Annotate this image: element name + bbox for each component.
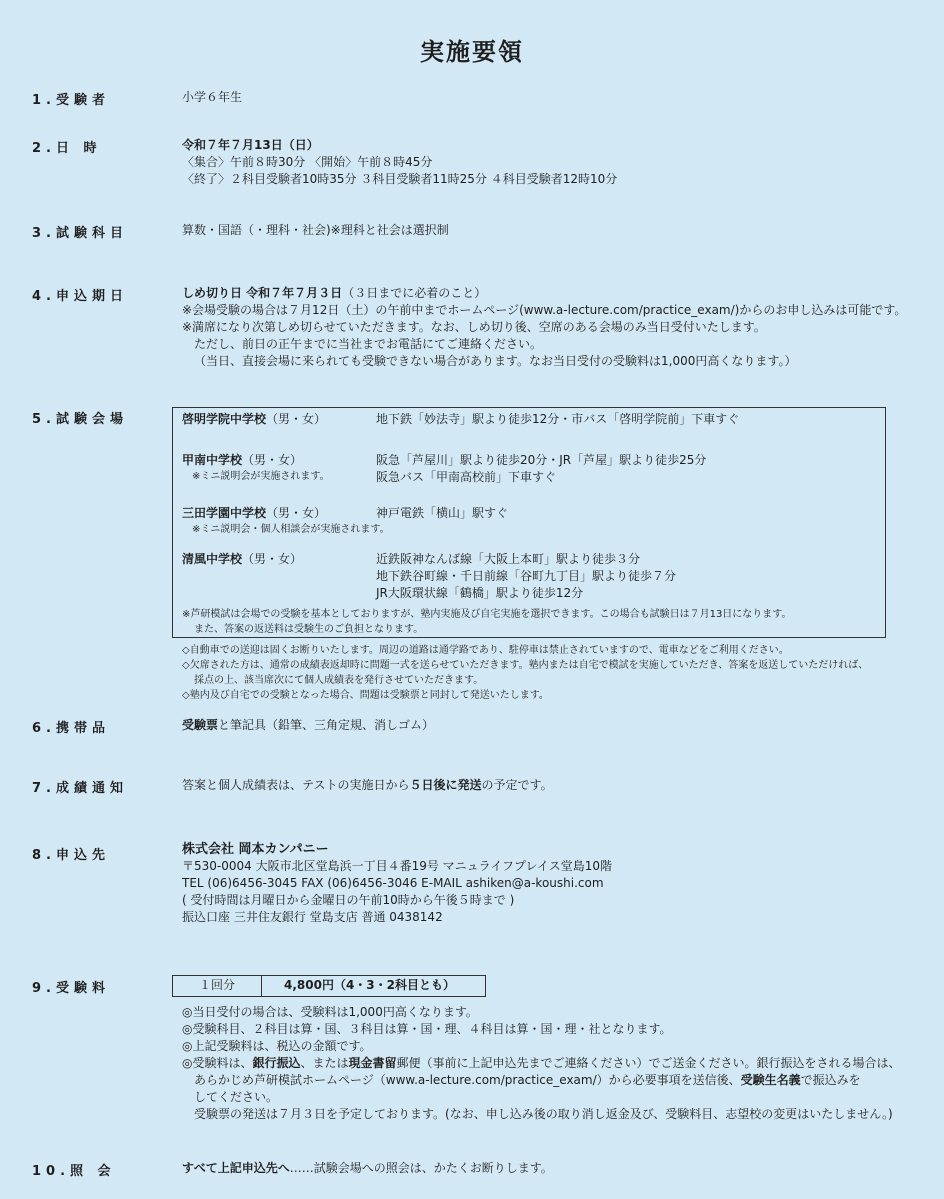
section-label-datetime: 2.日 時 bbox=[32, 141, 102, 156]
access-line: 神戸電鉄「横山」駅すぐ bbox=[376, 506, 509, 520]
venue-gender: （男・女） bbox=[266, 506, 327, 520]
venue-sub-note: ※ミニ説明会・個人相談会が実施されます。 bbox=[192, 524, 390, 535]
access-line: 地下鉄「妙法寺」駅より徒歩12分・市バス「啓明学院前」下車すぐ bbox=[376, 412, 740, 426]
venue-gender: （男・女） bbox=[242, 552, 303, 566]
venue-note: ◇自動車での送迎は固くお断りいたします。周辺の道路は通学路であり、駐停車は禁止されていますので、電車などをご利用ください。 bbox=[182, 645, 789, 656]
section-label-venue: 5.試験会場 bbox=[32, 412, 128, 427]
inquiry-text bbox=[182, 1160, 553, 1177]
fee-note: 受験票の発送は７月３日を予定しております。(なお、申し込み後の取り消し返金及び、受験料目、志望校の変更はいたしません。) bbox=[194, 1107, 893, 1121]
box-note: また、答案の返送料は受験生のご負担となります。 bbox=[194, 624, 424, 635]
deadline-block bbox=[182, 285, 906, 370]
box-note: ※芦研模試は会場での受験を基本としておりますが、塾内実施及び自宅実施を選択できます。この場合も試験日は７月13日になります。 bbox=[182, 609, 792, 620]
fee-box bbox=[172, 975, 486, 997]
fee-price: 4,800円（4・3・2科目とも） bbox=[284, 978, 456, 992]
fee-note-part: ◎受験料は、 bbox=[182, 1056, 253, 1070]
bank-account: 振込口座 三井住友銀行 堂島支店 普通 0438142 bbox=[182, 910, 443, 924]
section-label-belongings: 6.携帯品 bbox=[32, 721, 110, 736]
venue-access bbox=[376, 505, 508, 522]
page-title: 実施要領 bbox=[420, 38, 524, 66]
venue-gender: （男・女） bbox=[242, 453, 303, 467]
section-label-contact: 8.申込先 bbox=[32, 848, 110, 863]
venue-item bbox=[182, 411, 376, 428]
access-line: 近鉄阪神なんば線「大阪上本町」駅より徒歩３分 bbox=[376, 552, 641, 566]
venue-access bbox=[376, 411, 739, 428]
venue-notes bbox=[182, 643, 868, 703]
results-post: の予定です。 bbox=[481, 778, 553, 792]
venue-name: 三田学園中学校 bbox=[182, 506, 267, 520]
venue-item bbox=[182, 452, 376, 484]
end-time: 〈終了〉２科目受験者10時35分 ３科目受験者11時25分 ４科目受験者12時10分 bbox=[182, 172, 618, 186]
fee-unit: １回分 bbox=[173, 976, 262, 996]
section-label-examinee: 1.受験者 bbox=[32, 93, 110, 108]
belongings-rest: と筆記具（鉛筆、三角定規、消しゴム） bbox=[218, 718, 435, 732]
venue-name: 啓明学院中学校 bbox=[182, 412, 267, 426]
fee-note-part: 、または bbox=[300, 1056, 349, 1070]
section-label-inquiry: 10.照 会 bbox=[32, 1164, 116, 1179]
inquiry-bold: すべて上記申込先へ bbox=[182, 1161, 290, 1175]
fee-note-part: あらかじめ芦研模試ホームページ（www.a-lecture.com/practice_exam/）から必要事項を送信後、 bbox=[194, 1073, 741, 1087]
venue-box-notes bbox=[182, 607, 792, 637]
company-name: 株式会社 岡本カンパニー bbox=[182, 842, 329, 857]
fee-note bbox=[182, 1072, 901, 1089]
deadline-note: （３日までに必着のこと） bbox=[342, 286, 487, 300]
results-text bbox=[182, 777, 553, 794]
fee-note: ◎当日受付の場合は、受験料は1,000円高くなります。 bbox=[182, 1005, 478, 1019]
fee-note-part: で振込みを bbox=[800, 1073, 861, 1087]
section-label-deadline: 4.申込期日 bbox=[32, 289, 128, 304]
venue-item bbox=[182, 505, 390, 537]
fee-note: ◎受験科目、２科目は算・国、３科目は算・国・理、４科目は算・国・理・社となります。 bbox=[182, 1022, 672, 1036]
venue-name: 甲南中学校 bbox=[182, 453, 243, 467]
deadline-note-4: （当日、直接会場に来られても受験できない場合があります。なお当日受付の受験料は1,000円高くなります。） bbox=[194, 354, 797, 368]
venue-access bbox=[376, 551, 676, 602]
results-pre: 答案と個人成績表は、テストの実施日から bbox=[182, 778, 410, 792]
examinee-text: 小学６年生 bbox=[182, 90, 243, 104]
belongings-text bbox=[182, 717, 434, 734]
datetime-block bbox=[182, 137, 617, 188]
access-line: JR大阪環状線「鶴橋」駅より徒歩12分 bbox=[376, 586, 584, 600]
results-bold: ５日後に発送 bbox=[409, 778, 482, 792]
venue-note: ◇欠席された方は、通常の成績表返却時に問題一式を送らせていただきます。塾内または自宅で模試を実施していただき、答案を返送していただければ、 bbox=[182, 660, 869, 671]
fee-note-bold: 現金書留 bbox=[348, 1056, 397, 1070]
subjects-text: 算数・国語（・理科・社会)※理科と社会は選択制 bbox=[182, 223, 449, 237]
inquiry-rest: ……試験会場への照会は、かたくお断りします。 bbox=[289, 1161, 553, 1175]
office-hours: ( 受付時間は月曜日から金曜日の午前10時から午後５時まで ) bbox=[182, 893, 515, 907]
venue-sub-note: ※ミニ説明会が実施されます。 bbox=[192, 471, 330, 482]
belongings-bold: 受験票 bbox=[182, 718, 219, 732]
section-label-fee: 9.受験料 bbox=[32, 981, 110, 996]
section-label-subjects: 3.試験科目 bbox=[32, 226, 128, 241]
fee-notes bbox=[182, 1004, 901, 1123]
access-line: 地下鉄谷町線・千日前線「谷町九丁目」駅より徒歩７分 bbox=[376, 569, 677, 583]
fee-note: ◎上記受験料は、税込の金額です。 bbox=[182, 1039, 372, 1053]
venue-note: 採点の上、該当席次にて個人成績表を発行させていただきます。 bbox=[194, 675, 484, 686]
gather-start-time: 〈集合〉午前８時30分 〈開始〉午前８時45分 bbox=[182, 155, 433, 169]
fee-note: してください。 bbox=[194, 1090, 279, 1104]
deadline-note-3: ただし、前日の正午までに当社までお電話にてご連絡ください。 bbox=[194, 337, 543, 351]
fee-note-bold: 銀行振込 bbox=[252, 1056, 301, 1070]
exam-date: 令和７年７月13日（日） bbox=[182, 138, 319, 152]
fee-note bbox=[182, 1055, 901, 1072]
fee-note-part: 郵便（事前に上記申込先までご連絡ください）でご送金ください。銀行振込をされる場合は、 bbox=[396, 1056, 901, 1070]
venue-gender: （男・女） bbox=[266, 412, 327, 426]
contact-block bbox=[182, 841, 612, 926]
company-contact: TEL (06)6456-3045 FAX (06)6456-3046 E-MAIL ashiken@a-koushi.com bbox=[182, 876, 604, 890]
deadline-date: しめ切り日 令和７年７月３日 bbox=[182, 286, 343, 300]
fee-note-bold: 受験生名義 bbox=[740, 1073, 801, 1087]
deadline-note-2: ※満席になり次第しめ切らせていただきます。なお、しめ切り後、空席のある会場のみ当日受付いたします。 bbox=[182, 320, 766, 334]
deadline-note-1: ※会場受験の場合は７月12日（土）の午前中までホームページ(www.a-lecture.com/practice_exam/)からのお申し込みは可能です。 bbox=[182, 303, 907, 317]
access-line: 阪急「芦屋川」駅より徒歩20分・JR「芦屋」駅より徒歩25分 bbox=[376, 453, 707, 467]
venue-note: ◇塾内及び自宅での受験となった場合、問題は受験票と同封して発送いたします。 bbox=[182, 690, 549, 701]
access-line: 阪急バス「甲南高校前」下車すぐ bbox=[376, 470, 557, 484]
venue-name: 清風中学校 bbox=[182, 552, 243, 566]
section-label-results: 7.成績通知 bbox=[32, 781, 128, 796]
venue-item bbox=[182, 551, 376, 568]
venue-access bbox=[376, 452, 706, 486]
company-address: 〒530-0004 大阪市北区堂島浜一丁目４番19号 マニュライフプレイス堂島10階 bbox=[182, 859, 613, 873]
